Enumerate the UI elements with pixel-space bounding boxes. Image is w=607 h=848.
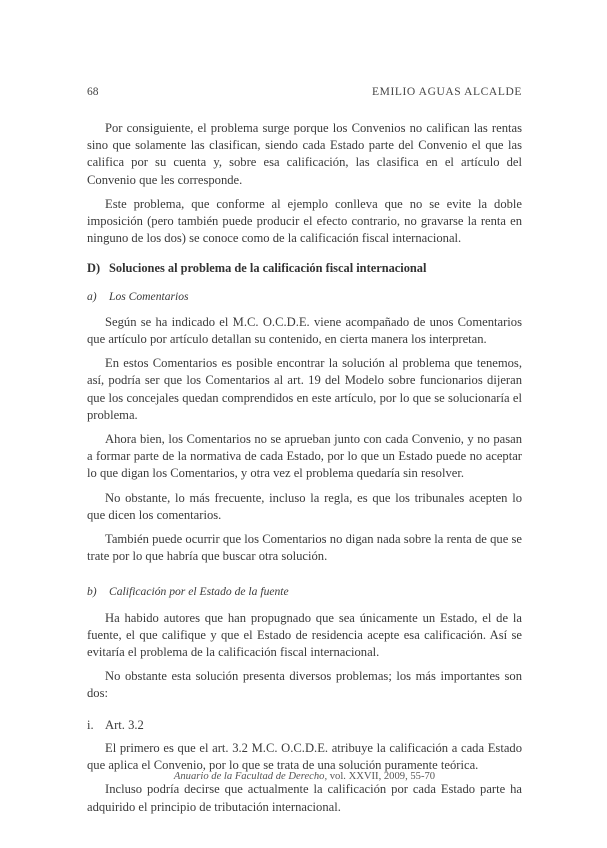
paragraph: También puede ocurrir que los Comentarios no digan nada sobre la renta de que se trate por lo que habría que buscar otra solución. bbox=[87, 532, 522, 564]
journal-name: Anuario de la Facultad de Derecho, bbox=[173, 771, 328, 782]
paragraph: Ahora bien, los Comentarios no se aprueban junto con cada Convenio, y no pasan a formar parte de la normativa de cada Estado, por lo que un Estado puede no aceptar lo que digan los Comentarios, y otra vez el problema quedaría sin resolver. bbox=[87, 432, 522, 481]
running-head: EMILIO AGUAS ALCALDE bbox=[372, 86, 522, 98]
subsection-letter: b) bbox=[87, 585, 97, 599]
page-number: 68 bbox=[87, 86, 99, 98]
paragraph: Según se ha indicado el M.C. O.C.D.E. viene acompañado de unos Comentarios que artículo por artículo detallan su contenido, en cierta manera los interpretan. bbox=[87, 314, 522, 347]
page-body bbox=[87, 120, 522, 823]
item-title: Art. 3.2 bbox=[105, 717, 144, 732]
subsection-letter: a) bbox=[87, 289, 97, 303]
paragraph: Por consiguiente, el problema surge porque los Convenios no califican las rentas sino que solamente las clasifican, siendo cada Estado parte del Convenio el que las califica por su cuenta y, sobre esa calificación, las clasifica en el artículo del Convenio que les corresponde. bbox=[87, 121, 522, 187]
paragraph: No obstante esta solución presenta diversos problemas; los más importantes son dos: bbox=[87, 669, 522, 701]
paragraph: No obstante, lo más frecuente, incluso la regla, es que los tribunales acepten lo que dicen los comentarios. bbox=[87, 490, 522, 522]
subsection-heading bbox=[87, 583, 522, 600]
section-heading bbox=[87, 260, 522, 277]
item-letter: i. bbox=[87, 717, 94, 732]
subsection-title: Calificación por el Estado de la fuente bbox=[109, 585, 289, 599]
paragraph: En estos Comentarios es posible encontrar la solución al problema que tenemos, así, podría ser que los Comentarios al art. 19 del Modelo sobre funcionarios dijeran que los concejales quedan comprendidos en este artículo, por lo que se solucionaría el problema. bbox=[87, 356, 522, 422]
section-title: Soluciones al problema de la calificación fiscal internacional bbox=[109, 261, 427, 276]
paragraph: Incluso podría decirse que actualmente la calificación por cada Estado parte ha adquirido el principio de tributación internacional. bbox=[87, 782, 522, 814]
subsection-heading bbox=[87, 288, 522, 305]
journal-citation: vol. XXVII, 2009, 55-70 bbox=[327, 771, 436, 782]
item-heading bbox=[87, 717, 522, 734]
paragraph: El primero es que el art. 3.2 M.C. O.C.D.E. atribuye la calificación a cada Estado que aplica el Convenio, por lo que se trata de una solución puramente teórica. bbox=[87, 740, 522, 773]
subsection-title: Los Comentarios bbox=[109, 289, 189, 303]
paragraph: Ha habido autores que han propugnado que sea únicamente un Estado, el de la fuente, el que califique y que el Estado de residencia acepte esa calificación. Así se evitaría el problema de la calificación fiscal internacional. bbox=[87, 610, 522, 660]
section-letter: D) bbox=[87, 261, 101, 276]
page-header bbox=[87, 86, 522, 102]
page-footer bbox=[87, 771, 522, 782]
paragraph: Este problema, que conforme al ejemplo conlleva que no se evite la doble imposición (pero también puede producir el efecto contrario, no gravarse la renta en ninguno de los dos) se conoce como de la calificación fiscal internacional. bbox=[87, 196, 522, 246]
